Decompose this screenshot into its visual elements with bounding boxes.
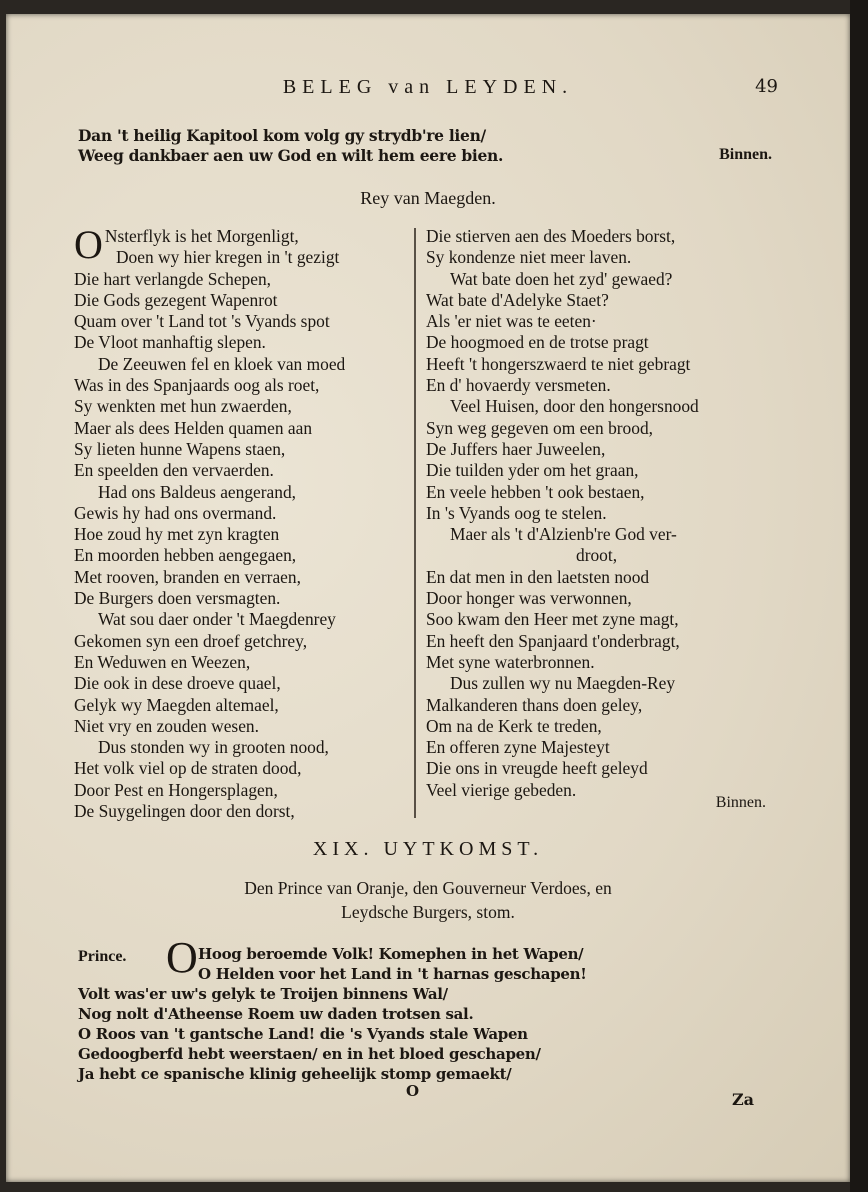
- verse-line: Hoe zoud hy met zyn kragten: [74, 524, 280, 545]
- verse-line: En moorden hebben aengegaen,: [74, 545, 297, 566]
- speech-line: Ja hebt ce spanische klinig geheelijk stomp gemaekt/: [78, 1065, 512, 1083]
- verse-line: Gewis hy had ons overmand.: [74, 502, 277, 523]
- verse-line: Maer als 't d'Alzienb're God ver-: [450, 524, 677, 545]
- verse-line: En offeren zyne Majesteyt: [426, 737, 610, 758]
- verse-line: Sy kondenze niet meer laven.: [426, 247, 632, 268]
- verse-line: Om na de Kerk te treden,: [426, 715, 602, 736]
- verse-line: Malkanderen thans doen geley,: [426, 694, 643, 715]
- speech-line: Gedoogberfd hebt weerstaen/ en in het bloed geschapen/: [78, 1045, 541, 1063]
- verse-line: Wat sou daer onder 't Maegdenrey: [98, 609, 336, 630]
- opening-line: Weeg dankbaer aen uw God en wilt hem eere bien.: [78, 146, 504, 165]
- verse-line: Heeft 't hongerszwaerd te niet gebragt: [426, 353, 691, 374]
- verse-line: Gekomen syn een droef getchrey,: [74, 630, 308, 651]
- speech-block: [78, 944, 718, 1084]
- scene-heading: XIX. UYTKOMST.: [312, 838, 544, 860]
- verse-line: O Nsterflyk is het Morgenligt,: [74, 222, 299, 267]
- verse-line: De Suygelingen door den dorst,: [74, 801, 295, 822]
- verse-line: De Zeeuwen fel en kloek van moed: [98, 353, 346, 374]
- verse-line: Soo kwam den Heer met zyne magt,: [426, 609, 679, 630]
- verse-line: Sy wenkten met hun zwaerden,: [74, 396, 292, 417]
- verse-line: Niet vry en zouden wesen.: [74, 715, 259, 736]
- verse-line: Wat bate doen het zyd' gewaed?: [450, 268, 673, 289]
- verse-line: Het volk viel op de straten dood,: [74, 758, 302, 779]
- book-edge-shadow: [850, 0, 868, 1192]
- drop-cap: O: [74, 222, 103, 267]
- verse-column-left: [74, 222, 414, 822]
- signature-mark: O: [406, 1082, 420, 1100]
- verse-line: Doen wy hier kregen in 't gezigt: [116, 247, 340, 268]
- verse-line: Door Pest en Hongersplagen,: [74, 779, 278, 800]
- speech-line: Volt was'er uw's gelyk te Troijen binnens Wal/: [78, 985, 448, 1003]
- verse-line: In 's Vyands oog te stelen.: [426, 502, 607, 523]
- verse-line-continuation: droot,: [576, 545, 618, 566]
- verse-line: En heeft den Spanjaard t'onderbragt,: [426, 630, 680, 651]
- verse-line: Die ons in vreugde heeft geleyd: [426, 758, 648, 779]
- section-title: Rey van Maegden.: [360, 188, 496, 208]
- cast-line: Leydsche Burgers, stom.: [341, 902, 515, 922]
- speaker-label: Prince.: [78, 948, 127, 965]
- opening-line: Dan 't heilig Kapitool kom volg gy strydb're lien/: [78, 126, 486, 145]
- verse-column-right: [426, 226, 771, 801]
- column-divider: [414, 228, 416, 818]
- verse-line: Syn weg gegeven om een brood,: [426, 417, 653, 438]
- verse-line: Veel vierige gebeden.: [426, 779, 577, 800]
- verse-line: Die tuilden yder om het graan,: [426, 460, 639, 481]
- cast-list: [6, 876, 850, 924]
- verse-line: Die stierven aen des Moeders borst,: [426, 226, 676, 246]
- verse-line: Sy lieten hunne Wapens staen,: [74, 438, 286, 459]
- catchword: Za: [731, 1090, 754, 1109]
- verse-line: Gelyk wy Maegden altemael,: [74, 694, 279, 715]
- verse-line: Met rooven, branden en verraen,: [74, 566, 301, 587]
- cast-line: Den Prince van Oranje, den Gouverneur Verdoes, en: [244, 878, 612, 898]
- verse-line: Dus stonden wy in grooten nood,: [98, 737, 329, 758]
- verse-line: Had ons Baldeus aengerand,: [98, 481, 296, 502]
- verse-line: Die ook in dese droeve quael,: [74, 673, 281, 694]
- verse-line: De hoogmoed en de trotse pragt: [426, 332, 649, 353]
- page-number: 49: [755, 76, 778, 97]
- running-head: BELEG van LEYDEN.: [282, 76, 574, 98]
- verse-line: Wat bate d'Adelyke Staet?: [426, 289, 609, 310]
- stage-direction-exit: Binnen.: [715, 794, 766, 811]
- verse-line: Door honger was verwonnen,: [426, 588, 632, 609]
- book-page: [6, 14, 850, 1182]
- verse-line: De Juffers haer Juweelen,: [426, 438, 606, 459]
- verse-line: Die Gods gezegent Wapenrot: [74, 289, 278, 310]
- verse-line: Quam over 't Land tot 's Vyands spot: [74, 311, 330, 332]
- verse-line: Dus zullen wy nu Maegden-Rey: [450, 673, 676, 694]
- verse-line: En d' hovaerdy versmeten.: [426, 375, 611, 396]
- speech-line: Hoog beroemde Volk! Komephen in het Wapen/: [198, 945, 584, 963]
- verse-line: De Vloot manhaftig slepen.: [74, 332, 266, 353]
- verse-line: Was in des Spanjaards oog als roet,: [74, 375, 320, 396]
- speech-line: Nog nolt d'Atheense Roem uw daden trotsen sal.: [78, 1005, 474, 1023]
- verse-line: Met syne waterbronnen.: [426, 651, 595, 672]
- verse-line: Veel Huisen, door den hongersnood: [450, 396, 699, 417]
- opening-lines: [78, 126, 758, 166]
- verse-line: Maer als dees Helden quamen aan: [74, 417, 313, 438]
- speech-line: O Helden voor het Land in 't harnas geschapen!: [198, 965, 587, 983]
- speech-line: O Roos van 't gantsche Land! die 's Vyands stale Wapen: [78, 1025, 528, 1043]
- verse-line: En Weduwen en Weezen,: [74, 651, 251, 672]
- verse-line: Die hart verlangde Schepen,: [74, 268, 272, 289]
- verse-line: De Burgers doen versmagten.: [74, 588, 281, 609]
- verse-line: Als 'er niet was te eeten·: [426, 311, 597, 332]
- verse-line: En veele hebben 't ook bestaen,: [426, 481, 645, 502]
- stage-direction-exit: Binnen.: [719, 146, 772, 163]
- verse-line: En dat men in den laetsten nood: [426, 566, 650, 587]
- verse-line: En speelden den vervaerden.: [74, 460, 274, 481]
- speech-drop-cap: O: [166, 933, 198, 982]
